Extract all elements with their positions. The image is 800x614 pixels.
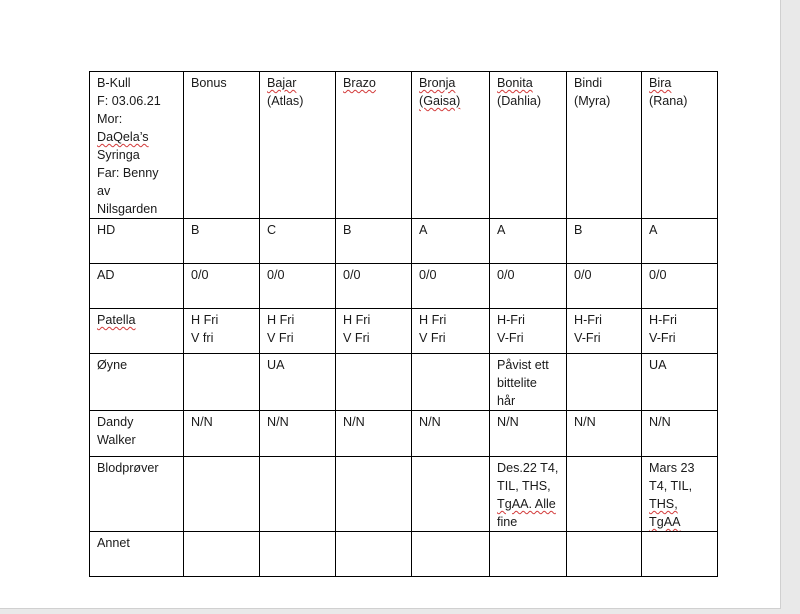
- hd-cell: [567, 219, 642, 264]
- blodprover-cell: [412, 457, 490, 532]
- patella-cell: [260, 309, 336, 354]
- hd-value: A: [419, 223, 428, 237]
- oyne-row: [90, 354, 718, 411]
- annet-cell: [260, 532, 336, 577]
- litter-name: B-Kull: [97, 76, 131, 90]
- row-label: AD: [97, 268, 115, 282]
- father-name-line3: Nilsgarden: [97, 202, 158, 216]
- puppy-name: Bronja: [419, 76, 456, 90]
- puppy-name: Bindi: [574, 76, 603, 90]
- blodprover-cell: [184, 457, 260, 532]
- oyne-cell: [336, 354, 412, 411]
- oyne-value-line: Påvist ett: [497, 358, 549, 372]
- health-results-table: [89, 71, 718, 577]
- dandy-walker-cell: [567, 411, 642, 457]
- hd-value: C: [267, 223, 277, 237]
- oyne-cell: [642, 354, 718, 411]
- oyne-cell: [184, 354, 260, 411]
- puppy-name: Bonus: [191, 76, 227, 90]
- hd-value: A: [649, 223, 658, 237]
- puppy-name: Bajar: [267, 76, 297, 90]
- patella-v: V-Fri: [574, 331, 601, 345]
- ad-cell: [260, 264, 336, 309]
- puppy-name-line: [343, 74, 404, 92]
- ad-cell: [336, 264, 412, 309]
- puppy-alt-name: (Atlas): [267, 94, 304, 108]
- header-row: [90, 72, 718, 219]
- ad-cell: [490, 264, 567, 309]
- puppy-header-bonus: [184, 72, 260, 219]
- ad-cell: [567, 264, 642, 309]
- dandy-walker-cell: [412, 411, 490, 457]
- mother-name-line2: Syringa: [97, 148, 140, 162]
- hd-cell: [184, 219, 260, 264]
- patella-h: H-Fri: [649, 313, 677, 327]
- oyne-value: UA: [649, 358, 667, 372]
- ad-value: 0/0: [497, 268, 515, 282]
- patella-v: V fri: [191, 331, 214, 345]
- patella-h: H-Fri: [497, 313, 525, 327]
- row-label: Øyne: [97, 358, 128, 372]
- patella-v: V-Fri: [649, 331, 676, 345]
- blodprover-cell: [260, 457, 336, 532]
- puppy-name-line: [267, 74, 328, 92]
- blodprover-cell: [336, 457, 412, 532]
- annet-cell: [184, 532, 260, 577]
- row-label-hd: [90, 219, 184, 264]
- annet-cell: [490, 532, 567, 577]
- oyne-value-line: bittelite: [497, 376, 537, 390]
- patella-cell: [412, 309, 490, 354]
- annet-row: [90, 532, 718, 577]
- row-label: Annet: [97, 536, 130, 550]
- oyne-cell: [490, 354, 567, 411]
- hd-cell: [336, 219, 412, 264]
- dw-value: N/N: [191, 415, 213, 429]
- row-label: Patella: [97, 313, 136, 327]
- patella-cell: [642, 309, 718, 354]
- patella-cell: [567, 309, 642, 354]
- patella-h: H Fri: [419, 313, 447, 327]
- hd-cell: [412, 219, 490, 264]
- patella-cell: [184, 309, 260, 354]
- row-label-line: Walker: [97, 433, 136, 447]
- blod-value-line: Des.22 T4,: [497, 461, 559, 475]
- puppy-alt-name: (Dahlia): [497, 94, 542, 108]
- patella-row: [90, 309, 718, 354]
- row-label-patella: [90, 309, 184, 354]
- father-name-line2: av: [97, 184, 111, 198]
- puppy-name: Brazo: [343, 76, 376, 90]
- hd-value: B: [574, 223, 583, 237]
- blodprover-cell: [490, 457, 567, 532]
- annet-cell: [412, 532, 490, 577]
- oyne-cell: [260, 354, 336, 411]
- hd-value: B: [343, 223, 352, 237]
- patella-h: H-Fri: [574, 313, 602, 327]
- hd-row: [90, 219, 718, 264]
- row-label: Blodprøver: [97, 461, 159, 475]
- puppy-header-bonita: [490, 72, 567, 219]
- ad-row: [90, 264, 718, 309]
- puppy-name: Bonita: [497, 76, 533, 90]
- birth-date: F: 03.06.21: [97, 94, 161, 108]
- row-label: HD: [97, 223, 116, 237]
- blod-value-line: [649, 495, 710, 531]
- row-label-oyne: [90, 354, 184, 411]
- dandy-walker-cell: [260, 411, 336, 457]
- blod-value-line: [497, 495, 559, 513]
- blod-value-text: THS, TgAA: [649, 497, 681, 529]
- row-label-blodprover: [90, 457, 184, 532]
- ad-cell: [412, 264, 490, 309]
- oyne-cell: [412, 354, 490, 411]
- blodprover-cell: [567, 457, 642, 532]
- puppy-name-line: [497, 74, 559, 92]
- blod-value-line: T4, TIL,: [649, 479, 693, 493]
- oyne-value: UA: [267, 358, 285, 372]
- puppy-alt-name: (Rana): [649, 94, 688, 108]
- blodprover-cell: [642, 457, 718, 532]
- dw-value: N/N: [649, 415, 671, 429]
- puppy-alt-name: (Gaisa): [419, 94, 461, 108]
- oyne-value-line: hår: [497, 394, 516, 408]
- dw-value: N/N: [343, 415, 365, 429]
- puppy-alt-name: (Myra): [574, 94, 611, 108]
- dandy-walker-row: [90, 411, 718, 457]
- patella-h: H Fri: [191, 313, 219, 327]
- puppy-header-brazo: [336, 72, 412, 219]
- hd-value: B: [191, 223, 200, 237]
- patella-cell: [336, 309, 412, 354]
- blod-value-text: TgAA. Alle: [497, 497, 556, 511]
- ad-value: 0/0: [343, 268, 361, 282]
- ad-value: 0/0: [574, 268, 592, 282]
- row-label-line: Dandy: [97, 415, 134, 429]
- annet-cell: [567, 532, 642, 577]
- mother-name-line1: [97, 128, 176, 146]
- row-label-dandy-walker: [90, 411, 184, 457]
- litter-info-cell: [90, 72, 184, 219]
- ad-value: 0/0: [191, 268, 209, 282]
- patella-v: V Fri: [343, 331, 370, 345]
- puppy-name-line: [419, 74, 482, 92]
- dandy-walker-cell: [184, 411, 260, 457]
- puppy-name-line: [649, 74, 710, 92]
- blodprover-row: [90, 457, 718, 532]
- puppy-name: Bira: [649, 76, 672, 90]
- patella-h: H Fri: [267, 313, 295, 327]
- hd-cell: [260, 219, 336, 264]
- dandy-walker-cell: [642, 411, 718, 457]
- dandy-walker-cell: [336, 411, 412, 457]
- patella-v: V Fri: [267, 331, 294, 345]
- ad-value: 0/0: [419, 268, 437, 282]
- dw-value: N/N: [419, 415, 441, 429]
- puppy-header-bindi: [567, 72, 642, 219]
- hd-value: A: [497, 223, 506, 237]
- hd-cell: [490, 219, 567, 264]
- dw-value: N/N: [267, 415, 289, 429]
- puppy-header-bronja: [412, 72, 490, 219]
- dw-value: N/N: [497, 415, 519, 429]
- annet-cell: [336, 532, 412, 577]
- row-label-line: [97, 311, 176, 329]
- puppy-header-bira: [642, 72, 718, 219]
- ad-value: 0/0: [649, 268, 667, 282]
- patella-h: H Fri: [343, 313, 371, 327]
- ad-cell: [184, 264, 260, 309]
- dw-value: N/N: [574, 415, 596, 429]
- mother-label: Mor:: [97, 112, 123, 126]
- patella-v: V-Fri: [497, 331, 524, 345]
- ad-value: 0/0: [267, 268, 285, 282]
- dandy-walker-cell: [490, 411, 567, 457]
- father-label: Far: Benny: [97, 166, 159, 180]
- hd-cell: [642, 219, 718, 264]
- annet-cell: [642, 532, 718, 577]
- blod-value-line: TIL, THS,: [497, 479, 551, 493]
- oyne-cell: [567, 354, 642, 411]
- patella-cell: [490, 309, 567, 354]
- row-label-annet: [90, 532, 184, 577]
- puppy-alt-line: [419, 92, 482, 110]
- blod-value-line: fine: [497, 515, 518, 529]
- puppy-header-bajar: [260, 72, 336, 219]
- blod-value-line: Mars 23: [649, 461, 695, 475]
- ad-cell: [642, 264, 718, 309]
- row-label-ad: [90, 264, 184, 309]
- patella-v: V Fri: [419, 331, 446, 345]
- mother-name-part1: DaQela’s: [97, 130, 149, 144]
